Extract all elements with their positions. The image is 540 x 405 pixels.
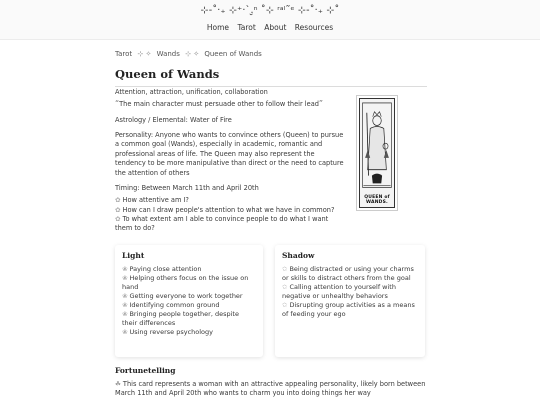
- flower-bullet-icon: ❀: [122, 291, 128, 300]
- list-item: ✿ To what extent am I able to convince people to do what I want them to do?: [115, 214, 329, 233]
- list-item: ❀ Getting everyone to work together: [122, 291, 243, 300]
- list-item: ✩ Disrupting group activities as a means of feeding your ego: [282, 300, 415, 318]
- clover-icon: ☘: [115, 379, 121, 388]
- page-title: Queen of Wands: [115, 67, 427, 87]
- breadcrumb-separator: ⊹ ✧: [185, 50, 200, 58]
- breadcrumb-tarot[interactable]: Tarot: [115, 50, 133, 58]
- quote-close-icon: ”: [318, 99, 324, 109]
- flower-bullet-icon: ✿: [115, 214, 121, 223]
- flower-bullet-icon: ❀: [122, 273, 128, 282]
- star-bullet-icon: ✩: [282, 282, 288, 291]
- nav-about[interactable]: About: [264, 23, 287, 32]
- site-header: [0, 0, 540, 40]
- nav-home[interactable]: Home: [206, 23, 230, 32]
- personality: Personality: Anyone who wants to convince others (Queen) to pursue a common goal (Wands), especially in academic, romantic and professional areas of life. The Queen may also represent the tendency to be more manipulative than direct or the need to capture the attention of others: [115, 131, 344, 177]
- shadow-box: [275, 245, 425, 357]
- list-item: ❀ Using reverse psychology: [122, 328, 213, 337]
- fortunetelling-title: Fortunetelling: [115, 366, 176, 375]
- flower-bullet-icon: ❀: [122, 328, 128, 337]
- flower-bullet-icon: ✿: [115, 205, 121, 214]
- list-item: ✩ Calling attention to yourself with negative or unhealthy behaviors: [282, 282, 396, 300]
- nav-tarot[interactable]: Tarot: [237, 23, 256, 32]
- list-item: ❀ Identifying common ground: [122, 300, 220, 309]
- list-item: ✿ How attentive am I?: [115, 196, 189, 205]
- quote-icon: “: [115, 99, 120, 109]
- reflection-questions: [115, 196, 347, 233]
- flower-bullet-icon: ✿: [115, 196, 121, 205]
- star-bullet-icon: ✩: [282, 264, 288, 273]
- card-caption: QUEEN of WANDS.: [364, 195, 390, 205]
- breadcrumb-separator: ⊹ ✧: [137, 50, 152, 58]
- site-logo[interactable]: ⊹-˚‧₊ ⊹⁺‧ˋ.̮ⁿ ˚⊹ ʳᵃˡ˜ᵉ ⊹-˚‧₊ ⊹˚: [200, 5, 340, 16]
- breadcrumb: [115, 50, 427, 58]
- flower-bullet-icon: ❀: [122, 264, 128, 273]
- fortunetelling-text: This card represents a woman with an attractive appealing personality, likely born between March 11th and April 20th who wants to charm you into doing things her way: [115, 379, 426, 398]
- list-item: ✩ Being distracted or using your charms or skills to distract others from the goal: [282, 264, 414, 282]
- list-item: ❀ Bringing people together, despite their differences: [122, 309, 239, 328]
- breadcrumb-wands[interactable]: Wands: [156, 50, 180, 58]
- list-item: ✿ How can I draw people's attention to what we have in common?: [115, 205, 335, 214]
- card-description: [115, 88, 347, 234]
- astrology: Astrology / Elemental: Water of Fire: [115, 115, 232, 124]
- card-illustration: [359, 98, 395, 208]
- flower-bullet-icon: ❀: [122, 300, 128, 309]
- main-nav: [0, 23, 540, 32]
- main-content: [115, 50, 427, 398]
- list-item: ❀ Helping others focus on the issue on hand: [122, 273, 249, 291]
- light-title: Light: [122, 251, 145, 260]
- keywords: Attention, attraction, unification, collaboration: [115, 88, 268, 96]
- tarot-card-image: [356, 95, 398, 211]
- light-box: [115, 245, 263, 357]
- light-shadow-section: [115, 245, 427, 357]
- star-bullet-icon: ✩: [282, 300, 288, 309]
- list-item: ❀ Paying close attention: [122, 264, 202, 273]
- flower-bullet-icon: ❀: [122, 309, 128, 318]
- queen-of-wands-illustration: [360, 99, 394, 207]
- fortunetelling-section: [115, 366, 427, 399]
- shadow-title: Shadow: [282, 251, 315, 260]
- timing: Timing: Between March 11th and April 20th: [115, 183, 259, 192]
- quote-text: The main character must persuade other to follow their lead: [119, 100, 319, 109]
- breadcrumb-current: Queen of Wands: [204, 50, 262, 58]
- nav-resources[interactable]: Resources: [294, 23, 334, 32]
